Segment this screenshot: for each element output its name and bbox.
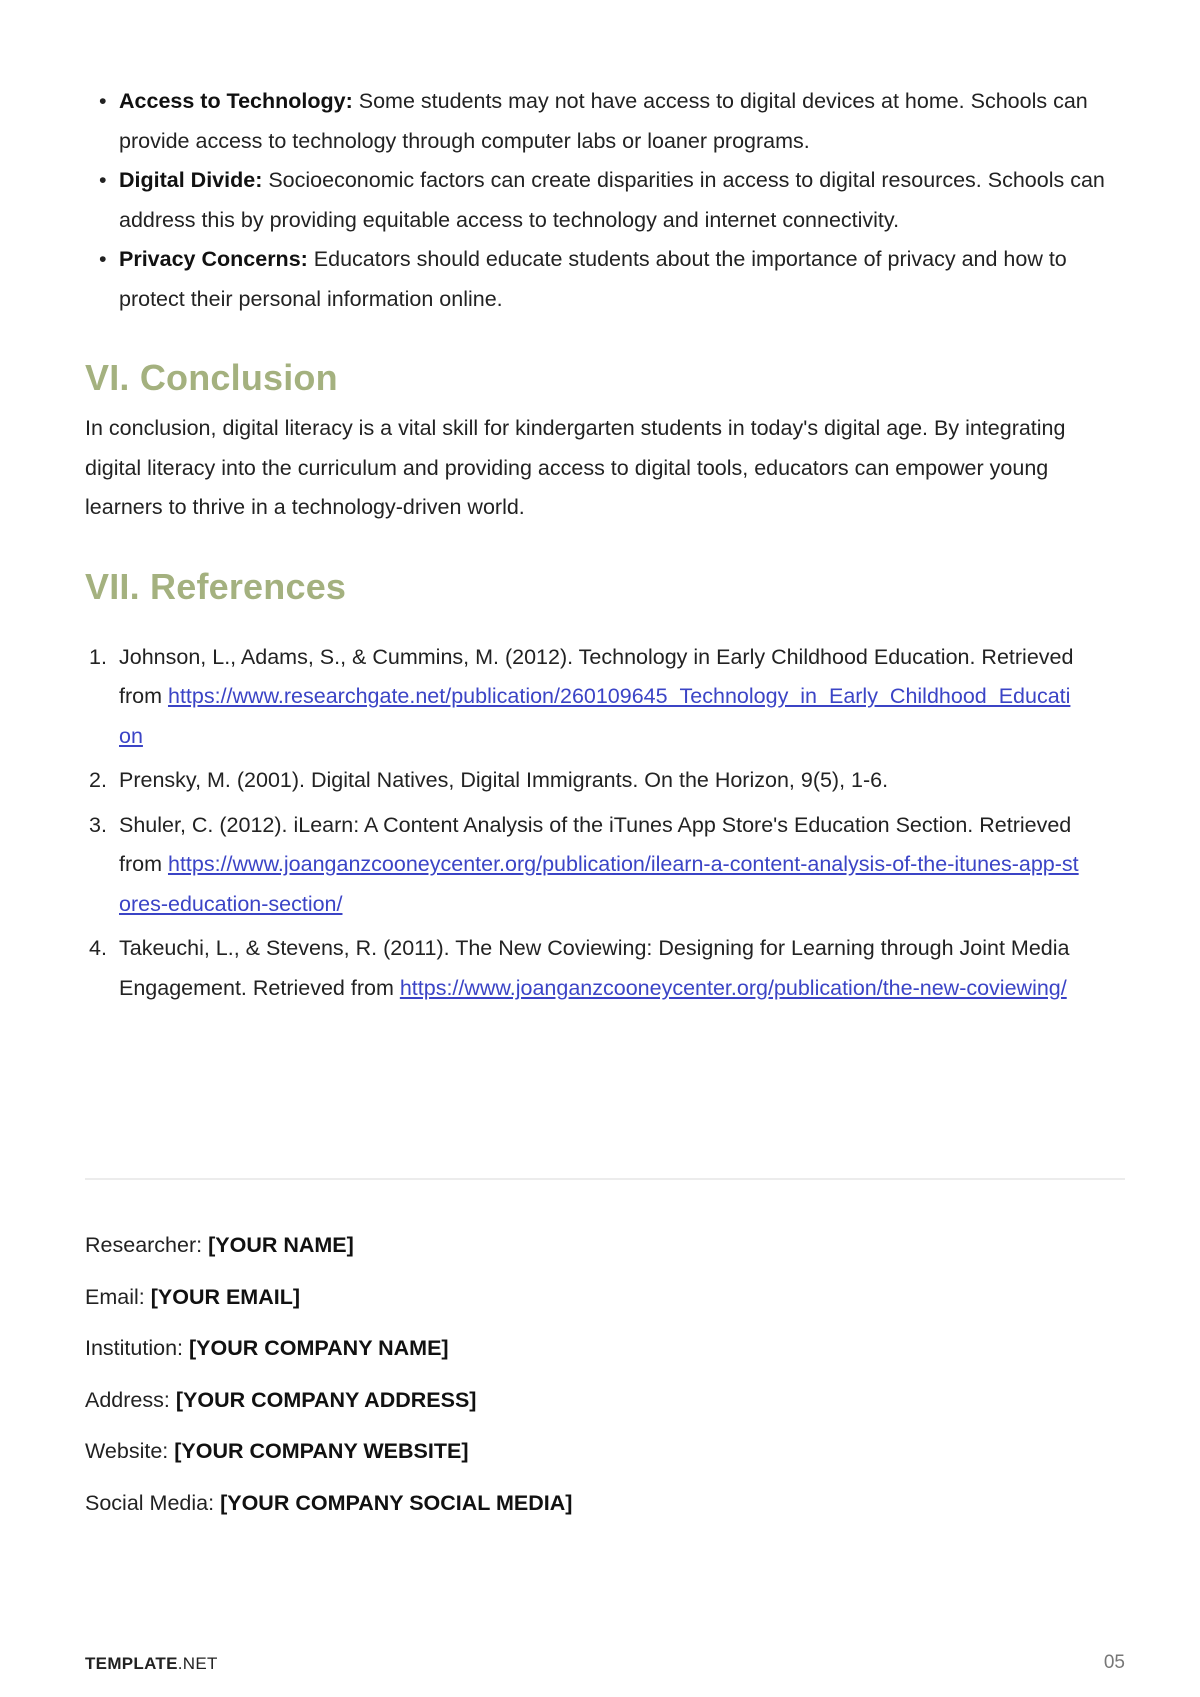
contact-value: [YOUR EMAIL] bbox=[150, 1284, 301, 1309]
contact-block bbox=[85, 1230, 572, 1539]
references-list bbox=[85, 638, 1125, 1009]
brand-suffix: .NET bbox=[177, 1654, 218, 1673]
list-item bbox=[119, 240, 1125, 319]
challenge-text: Socioeconomic factors can create disparities in access to digital resources. Schools can address this by providing equitable access to technology and internet connectivity. bbox=[119, 168, 1105, 232]
footer-brand-logo bbox=[85, 1654, 218, 1674]
contact-value: [YOUR COMPANY SOCIAL MEDIA] bbox=[220, 1490, 573, 1515]
contact-label: Email: bbox=[85, 1284, 145, 1309]
challenge-label: Digital Divide: bbox=[119, 168, 263, 192]
reference-text: Prensky, M. (2001). Digital Natives, Digital Immigrants. On the Horizon, 9(5), 1-6. bbox=[119, 768, 889, 792]
reference-link[interactable]: https://www.researchgate.net/publication/260109645_Technology_in_Early_Childhood_Education bbox=[119, 684, 1071, 748]
contact-row bbox=[85, 1230, 572, 1282]
contact-label: Researcher: bbox=[85, 1233, 203, 1257]
reference-text: Takeuchi, L., & Stevens, R. (2011). The New Coviewing: Designing for Learning through Joint Media Engagement. Retrieved from bbox=[119, 936, 1070, 1000]
list-item bbox=[119, 161, 1125, 240]
contact-value: [YOUR COMPANY NAME] bbox=[188, 1336, 449, 1360]
references-heading: VII. References bbox=[85, 565, 347, 607]
reference-number: 3. bbox=[89, 812, 107, 837]
reference-link[interactable]: https://www.joanganzcooneycenter.org/publication/ilearn-a-content-analysis-of-the-itunes-app-stores-education-section/ bbox=[119, 852, 1079, 916]
reference-number: 1. bbox=[89, 644, 107, 669]
contact-row bbox=[85, 1333, 572, 1385]
reference-text: Johnson, L., Adams, S., & Cummins, M. (2012). Technology in Early Childhood Education. Retrieved from bbox=[119, 644, 1074, 708]
reference-number: 2. bbox=[89, 768, 107, 792]
contact-row bbox=[85, 1436, 572, 1488]
contact-label: Website: bbox=[85, 1439, 169, 1463]
contact-value: [YOUR COMPANY ADDRESS] bbox=[175, 1387, 477, 1412]
page-number: 05 bbox=[1103, 1652, 1125, 1673]
page-content bbox=[85, 82, 1125, 1013]
conclusion-heading: VI. Conclusion bbox=[85, 357, 338, 398]
conclusion-paragraph: In conclusion, digital literacy is a vital skill for kindergarten students in today's digital age. By integrating digital literacy into the curriculum and providing access to digital tools, educators can empower young learners to thrive in a technology-driven world. bbox=[85, 416, 1066, 519]
reference-item bbox=[89, 761, 1079, 801]
challenges-list bbox=[85, 82, 1125, 319]
contact-row bbox=[85, 1488, 572, 1540]
reference-item bbox=[89, 929, 1079, 1008]
reference-number: 4. bbox=[89, 936, 107, 960]
challenge-label: Privacy Concerns: bbox=[119, 247, 308, 271]
reference-link[interactable]: https://www.joanganzcooneycenter.org/publication/the-new-coviewing/ bbox=[399, 975, 1067, 1000]
contact-row bbox=[85, 1385, 572, 1437]
contact-label: Address: bbox=[85, 1387, 170, 1412]
brand-bold: TEMPLATE bbox=[85, 1654, 178, 1673]
reference-text: Shuler, C. (2012). iLearn: A Content Analysis of the iTunes App Store's Education Section. Retrieved from bbox=[119, 812, 1072, 876]
contact-value: [YOUR NAME] bbox=[208, 1233, 354, 1257]
challenge-text: Educators should educate students about the importance of privacy and how to protect their personal information online. bbox=[119, 247, 1067, 311]
contact-value: [YOUR COMPANY WEBSITE] bbox=[174, 1439, 469, 1463]
challenge-text: Some students may not have access to digital devices at home. Schools can provide access to technology through computer labs or loaner programs. bbox=[119, 89, 1088, 153]
reference-item bbox=[89, 806, 1079, 925]
contact-label: Social Media: bbox=[85, 1490, 215, 1515]
contact-row bbox=[85, 1282, 572, 1334]
challenge-label: Access to Technology: bbox=[119, 89, 353, 113]
contact-label: Institution: bbox=[85, 1336, 183, 1360]
section-divider bbox=[85, 1178, 1125, 1180]
list-item bbox=[119, 82, 1125, 161]
reference-item bbox=[89, 638, 1079, 757]
